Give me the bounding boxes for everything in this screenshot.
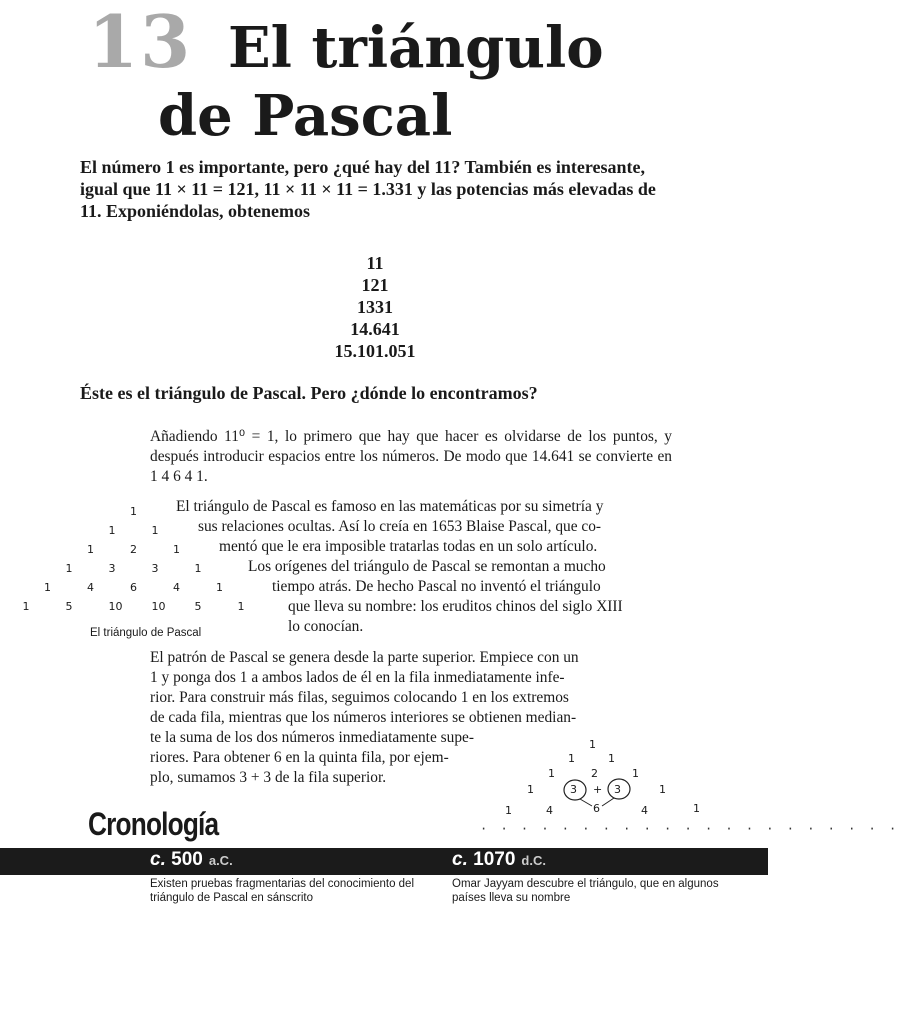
figure-caption: El triángulo de Pascal (90, 627, 202, 639)
triangle-number: 5 (65, 600, 73, 613)
triangle-number: 1 (589, 738, 596, 751)
triangle-number: 1 (108, 524, 116, 537)
timeline-desc-2: Omar Jayyam descubre el triángulo, que en algunos países lleva su nombre (452, 878, 719, 904)
paragraph-3-line: rior. Para construir más filas, seguimos colocando 1 en los extremos (150, 689, 569, 706)
triangle-number: 2 (130, 543, 137, 556)
era: a.C. (208, 853, 233, 868)
paragraph-3-line: riores. Para obtener 6 en la quinta fila, por ejem- (150, 749, 449, 766)
paragraph-1: Añadiendo 11⁰ = 1, lo primero que hay que hacer es olvidarse de los puntos, y después introducir espacios entre los números. De modo que 14.641 se convierte en 1 4 6 4 1. (150, 428, 672, 485)
triangle-number: 3 (108, 562, 116, 575)
page-title-line1: El triángulo (228, 15, 604, 81)
circa-label: c. (150, 849, 166, 870)
power-value: 15.101.051 (334, 341, 416, 361)
triangle-number: 6 (130, 581, 137, 594)
circa-label: c. (452, 849, 468, 870)
powers-of-eleven (290, 252, 460, 362)
triangle-number: 1 (659, 783, 666, 796)
triangle-number: 10 (108, 600, 123, 613)
triangle-number: 4 (173, 581, 180, 594)
triangle-number: 1 (608, 752, 615, 765)
paragraph-3-line: El patrón de Pascal se genera desde la parte superior. Empiece con un (150, 649, 579, 666)
paragraph-3-line: plo, sumamos 3 + 3 de la fila superior. (150, 769, 387, 786)
paragraph-2-line: lo conocían. (288, 618, 364, 635)
triangle-number: 1 (632, 767, 639, 780)
triangle-number: 3 (614, 783, 621, 796)
timeline-desc-1: Existen pruebas fragmentarias del conocimiento del triángulo de Pascal en sánscrito (150, 878, 415, 904)
triangle-number: 4 (87, 581, 94, 594)
triangle-number: 5 (194, 600, 202, 613)
era: d.C. (521, 853, 546, 868)
year: 500 (171, 849, 203, 870)
triangle-number: 1 (693, 802, 700, 815)
triangle-number: 1 (237, 600, 245, 613)
power-value: 1331 (357, 297, 393, 317)
triangle-number: 1 (505, 804, 512, 817)
triangle-number: 6 (593, 802, 600, 815)
triangle-number: 4 (641, 804, 648, 817)
plus-sign: + (593, 783, 603, 796)
paragraph-2-line: tiempo atrás. De hecho Pascal no inventó el triángulo (272, 578, 601, 595)
timeline-date-2 (452, 849, 546, 871)
triangle-number: 3 (570, 783, 577, 796)
triangle-number: 1 (216, 581, 223, 594)
power-value: 121 (361, 275, 389, 295)
triangle-number: 1 (568, 752, 575, 765)
timeline-heading: Cronología (88, 806, 219, 842)
paragraph-2-line: El triángulo de Pascal es famoso en las matemáticas por su simetría y (176, 498, 604, 515)
paragraph-2-line: sus relaciones ocultas. Así lo creía en 1653 Blaise Pascal, que co- (198, 518, 602, 535)
triangle-number: 1 (173, 543, 180, 556)
triangle-number: 1 (194, 562, 202, 575)
paragraph-3-line: te la suma de los dos números inmediatamente supe- (150, 729, 474, 746)
triangle-number: 1 (130, 505, 137, 518)
triangle-number: 1 (22, 600, 30, 613)
year: 1070 (473, 849, 516, 870)
timeline-date-1 (150, 849, 233, 871)
timeline-dots: · · · · · · · · · · · · · · · · · · · · · (480, 822, 899, 836)
power-value: 14.641 (350, 319, 400, 339)
page-title-line2: de Pascal (158, 83, 453, 149)
timeline-bar (0, 848, 768, 875)
triangle-number: 3 (151, 562, 159, 575)
paragraph-3-line: 1 y ponga dos 1 a ambos lados de él en la fila inmediatamente infe- (150, 669, 565, 686)
triangle-number: 4 (546, 804, 553, 817)
intro-paragraph: El número 1 es importante, pero ¿qué hay del 11? También es interesante, igual que 11 × 11 = 121, 11 × 11 × 11 = 1.331 y las potencias más elevadas de 11. Exponiéndolas, obtenemos (80, 157, 656, 221)
triangle-number: 1 (44, 581, 51, 594)
paragraph-2-line: mentó que le era imposible tratarlas todas en un solo artículo. (219, 538, 598, 555)
section-question: Éste es el triángulo de Pascal. Pero ¿dónde lo encontramos? (80, 383, 538, 403)
triangle-number: 10 (151, 600, 166, 613)
power-value: 11 (366, 253, 384, 273)
triangle-number: 1 (65, 562, 73, 575)
paragraph-2-line: que lleva su nombre: los eruditos chinos del siglo XIII (288, 598, 623, 615)
triangle-number: 1 (548, 767, 555, 780)
paragraph-3-line: de cada fila, mientras que los números interiores se obtienen median- (150, 709, 577, 726)
triangle-number: 1 (527, 783, 534, 796)
chapter-number: 13 (88, 0, 193, 84)
triangle-number: 2 (591, 767, 598, 780)
triangle-number: 1 (87, 543, 94, 556)
triangle-number: 1 (151, 524, 159, 537)
paragraph-2-line: Los orígenes del triángulo de Pascal se remontan a mucho (248, 558, 606, 575)
